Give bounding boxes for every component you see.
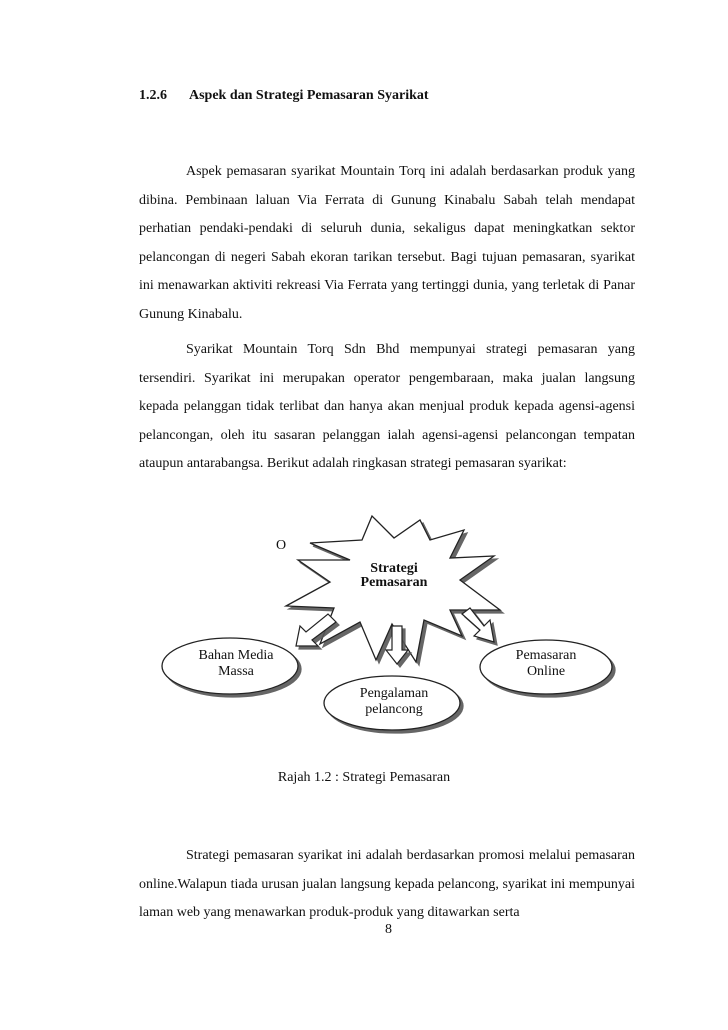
paragraph-2: Syarikat Mountain Torq Sdn Bhd mempunyai strategi pemasaran yang tersendiri. Syarikat ini merupakan operator pengembaraan, maka jualan langsung kepada pelanggan tidak terlibat dan hanya akan menjual produk kepada agensi-agensi pelancongan, oleh itu sasaran pelanggan ialah agensi-agensi pelancongan tempatan ataupun antarabangsa. Berikut adalah ringkasan strategi pemasaran syarikat: <box>139 342 635 471</box>
node-pengalaman-label-2: pelancong <box>365 702 423 717</box>
center-label-line2: Pemasaran <box>360 575 428 590</box>
node-pengalaman-label-1: Pengalaman <box>359 686 429 701</box>
figure-caption: Rajah 1.2 : Strategi Pemasaran <box>277 770 451 785</box>
arrow-right <box>462 608 494 642</box>
section-number: 1.2.6 <box>139 88 167 103</box>
stray-mark: O <box>276 538 287 553</box>
node-bahan-label-1: Bahan Media <box>198 648 274 663</box>
paragraph-1: Aspek pemasaran syarikat Mountain Torq ini adalah berdasarkan produk yang dibina. Pembinaan laluan Via Ferrata di Gunung Kinabalu Sabah telah mendapat perhatian pendaki-pendaki di seluruh dunia, sekaligus dapat meningkatkan sektor pelancongan di negeri Sabah ekoran tarikan tersebut. Bagi tujuan pemasaran, syarikat ini menawarkan aktiviti rekreasi Via Ferrata yang tertinggi dunia, yang terletak di Panar Gunung Kinabalu. <box>139 164 635 322</box>
center-label-line1: Strategi <box>370 561 418 576</box>
node-online-label-2: Online <box>526 664 566 679</box>
node-online-label-1: Pemasaran <box>515 648 577 663</box>
page-number: 8 <box>385 922 392 937</box>
paragraph-3: Strategi pemasaran syarikat ini adalah berdasarkan promosi melalui pemasaran online.Walapun tiada urusan jualan langsung kepada pelancong, syarikat ini mempunyai laman web yang menawarkan produk-produk yang ditawarkan serta <box>139 848 635 920</box>
section-title: Aspek dan Strategi Pemasaran Syarikat <box>189 88 429 103</box>
node-bahan-label-2: Massa <box>218 664 254 679</box>
